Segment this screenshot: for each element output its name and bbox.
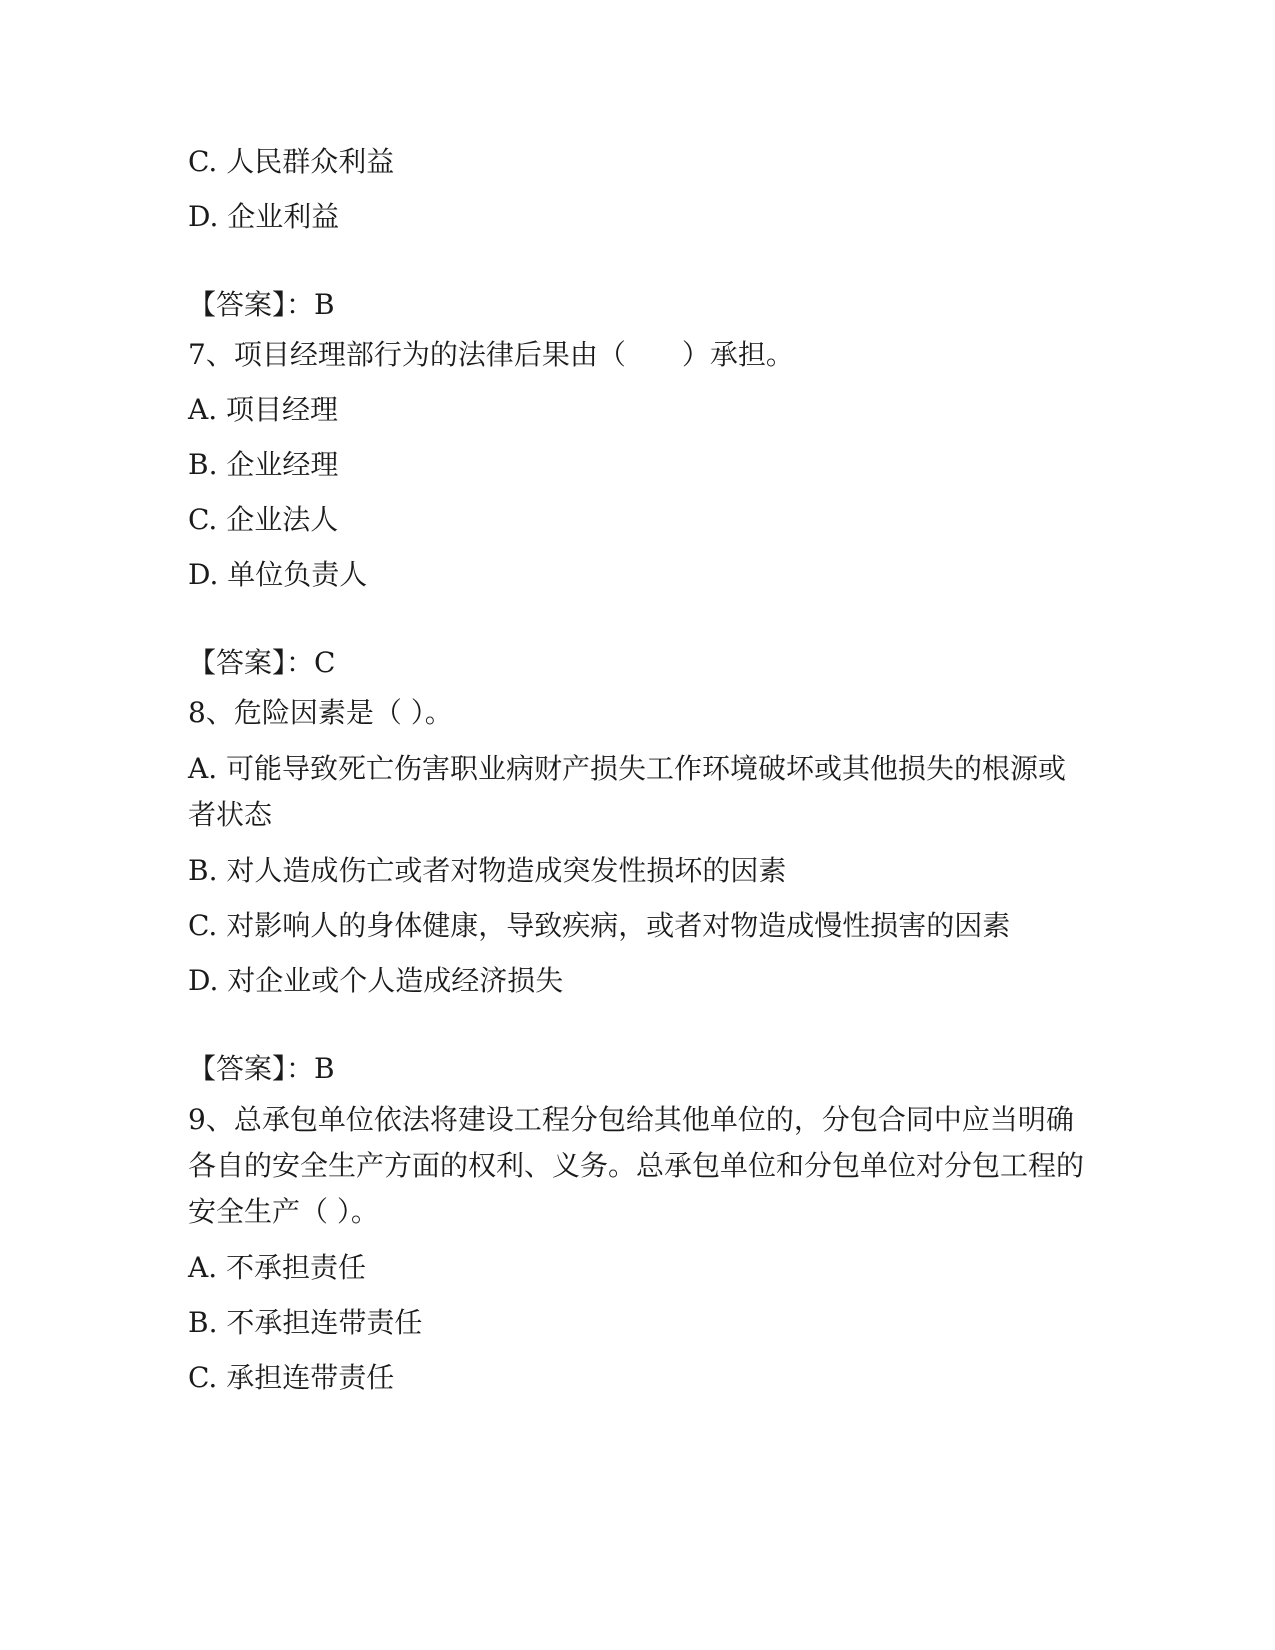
option-b: B. 不承担连带责任 [188,1306,423,1339]
question-9: 9、总承包单位依法将建设工程分包给其他单位的，分包合同中应当明确各自的安全生产方面的权利、义务。总承包单位和分包单位对分包工程的安全生产（ ）。 [188,1103,1085,1228]
question-8: 8、危险因素是（ ）。 [188,696,453,729]
answer-line: 【答案】：B [188,288,335,321]
document-page [188,140,1088,1411]
option-a: A. 不承担责任 [188,1251,367,1284]
option-d: D. 对企业或个人造成经济损失 [188,964,564,997]
option-b: B. 企业经理 [188,448,339,481]
option-d: D. 企业利益 [188,200,340,233]
option-a: A. 项目经理 [188,393,339,426]
option-c: C. 人民群众利益 [188,145,395,178]
option-c: C. 企业法人 [188,503,339,536]
answer-line: 【答案】：B [188,1052,335,1085]
question-7: 7、项目经理部行为的法律后果由（ ）承担。 [188,338,794,371]
option-b: B. 对人造成伤亡或者对物造成突发性损坏的因素 [188,854,787,887]
answer-line: 【答案】：C [188,646,336,679]
option-c: C. 对影响人的身体健康，导致疾病，或者对物造成慢性损害的因素 [188,909,1011,942]
option-a: A. 可能导致死亡伤害职业病财产损失工作环境破坏或其他损失的根源或者状态 [188,752,1067,831]
option-c: C. 承担连带责任 [188,1361,395,1394]
option-d: D. 单位负责人 [188,558,368,591]
